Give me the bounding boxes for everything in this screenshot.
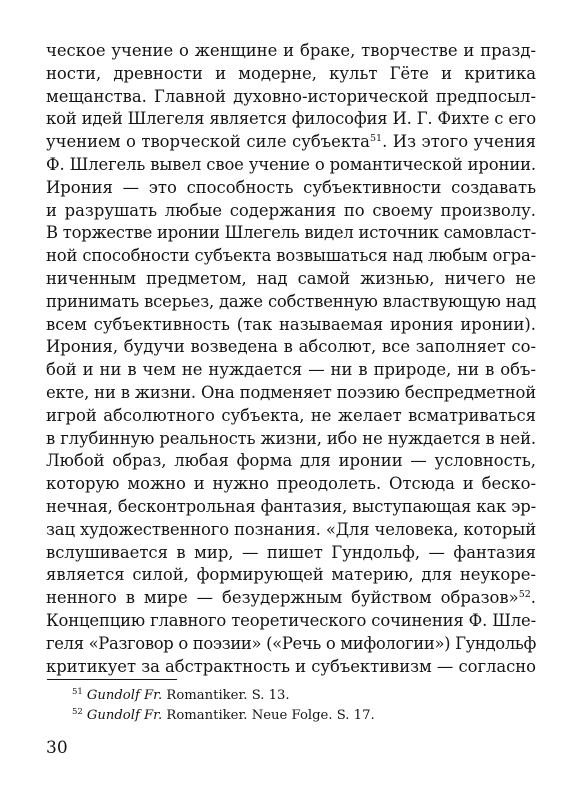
line-text: Концепцию главного теоретического сочинения Ф. Шле- [46,610,536,630]
line-text: которую можно и нужно преодолеть. Отсюда и беско- [46,474,536,494]
footnote-separator [47,679,177,680]
text-line [46,222,536,245]
body-text [46,40,536,678]
line-text: всем субъективность (так называемая ирония иронии). [46,314,536,334]
line-text: В торжестве иронии Шлегель видел источник самовласт- [46,223,537,243]
text-line [46,450,536,473]
text-line [46,428,536,451]
footnote-reference: 52 [518,589,531,601]
line-text: учением о творческой силе субъекта [46,132,370,152]
text-line [46,336,536,359]
footnote-number: 52 [72,707,83,717]
text-line [46,587,536,610]
line-text: кой идей Шлегеля является философия И. Г. Фихте с его [46,109,537,129]
text-line [46,519,536,542]
footnotes [72,686,532,726]
footnote [72,706,532,726]
footnote-author: Gundolf Fr. [86,688,163,703]
line-text: Ирония — это способность субъективности создавать [46,177,536,197]
footnote-number: 51 [72,687,83,697]
footnote [72,686,532,706]
text-line [46,108,536,131]
line-text: ненного в мире — безудержным буйством образов» [46,588,519,608]
footnote-text: Romantiker. S. 13. [162,688,290,703]
footnote-text: Romantiker. Neue Folge. S. 17. [162,708,375,723]
line-text: бой и ни в чем не нуждается — ни в природе, ни в объ- [46,360,536,380]
footnote-reference: 51 [369,133,383,145]
line-text: ной способности субъекта возвышаться над любым огра- [46,246,536,266]
footnote-author: Gundolf Fr. [86,708,163,723]
line-text: Ирония, будучи возведена в абсолют, все заполняет со- [46,337,536,357]
text-line [46,154,536,177]
line-text: геля «Разговор о поэзии» («Речь о мифологии») Гундольф [46,633,536,653]
text-line [46,382,536,405]
page-number: 30 [46,738,68,758]
line-text: . Из этого учения [382,132,537,152]
line-text: принимать всерьез, даже собственную властвующую над [46,291,536,311]
line-text: и разрушать любые содержания по своему произволу. [46,200,536,220]
line-text: ности, древности и модерне, культ Гёте и критика [46,63,536,83]
text-line [46,633,536,656]
text-line [46,656,536,679]
text-line [46,63,536,86]
line-text: критикует за абстрактность и субъективизм — согласно [46,656,536,676]
line-text: Ф. Шлегель вывел свое учение о романтической иронии. [46,154,536,174]
line-text: в глубинную реальность жизни, ибо не нуждается в ней. [46,428,536,448]
text-line [46,314,536,337]
line-text: ческое учение о женщине и браке, творчестве и празд- [46,41,536,60]
line-text: екте, ни в жизни. Она подменяет поэзию беспредметной [46,382,536,402]
text-line [46,359,536,382]
text-line [46,40,536,63]
line-text: Любой образ, любая форма для иронии — условность, [46,451,536,471]
text-line [46,564,536,587]
text-line [46,496,536,519]
text-line [46,200,536,223]
line-text: зац художественного познания. «Для человека, который [46,519,536,539]
line-text: нечная, бесконтрольная фантазия, выступающая как эр- [46,496,537,516]
text-line [46,245,536,268]
line-text: . [530,588,536,608]
text-line [46,610,536,633]
text-line [46,405,536,428]
line-text: игрой абсолютного субъекта, не желает всматриваться [46,405,536,425]
text-line [46,268,536,291]
text-line [46,86,536,109]
line-text: является силой, формирующей материю, для неукоре- [46,565,536,585]
line-text: мещанства. Главной духовно-исторической предпосыл- [46,86,536,106]
text-line [46,177,536,200]
text-line [46,473,536,496]
line-text: вслушивается в мир, — пишет Гундольф, — фантазия [46,542,536,562]
line-text: ниченным предметом, над самой жизнью, ничего не [46,268,536,288]
text-line [46,291,536,314]
text-line [46,131,536,154]
text-line [46,542,536,565]
